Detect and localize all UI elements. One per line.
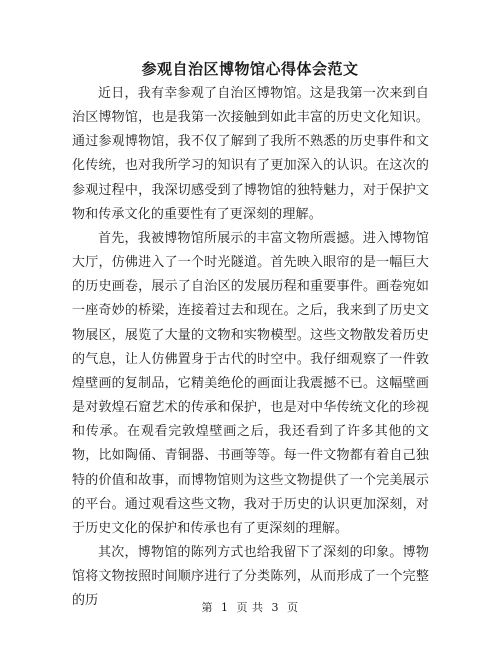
current-page-number: 1 (221, 601, 229, 614)
total-pages-number: 3 (271, 601, 279, 614)
page-label-prefix: 第 (201, 601, 213, 614)
paragraph-intro: 近日，我有幸参观了自治区博物馆。这是我第一次来到自治区博物馆，也是我第一次接触到如此丰富的历史文化知识。通过参观博物馆，我不仅了解到了我所不熟悉的历史事件和文化传统，也对我所学习的知识有了更加深入的认识。在这次的参观过程中，我深切感受到了博物馆的独特魅力，对于保护文物和传承文化的重要性有了更深刻的理解。 (72, 86, 429, 222)
document-body (72, 82, 429, 613)
page-label-mid: 页 共 (236, 601, 264, 614)
document-title: 参观自治区博物馆心得体会范文 (141, 60, 359, 78)
paragraph-second: 其次，博物馆的陈列方式也给我留下了深刻的印象。博物馆将文物按照时间顺序进行了分类陈列，从而形成了一个完整的历 (72, 544, 429, 609)
page-label-suffix: 页 (287, 601, 299, 614)
page-footer (0, 599, 500, 615)
paragraph-first: 首先，我被博物馆所展示的丰富文物所震撼。进入博物馆大厅，仿佛进入了一个时光隧道。首先映入眼帘的是一幅巨大的历史画卷，展示了自治区的发展历程和重要事件。画卷宛如一座奇妙的桥梁，连接着过去和现在。之后，我来到了历史文物展区，展览了大量的文物和实物模型。这些文物散发着历史的气息，让人仿佛置身于古代的时空中。我仔细观察了一件敦煌壁画的复制品，它精美绝伦的画面让我震撼不已。这幅壁画是对敦煌石窟艺术的传承和保护，也是对中华传统文化的珍视和传承。在观看完敦煌壁画之后，我还看到了许多其他的文物，比如陶俑、青铜器、书画等等。每一件文物都有着自己独特的价值和故事，而博物馆则为这些文物提供了一个完美展示的平台。通过观看这些文物，我对于历史的认识更加深刻，对于历史文化的保护和传承也有了更深刻的理解。 (72, 230, 429, 536)
